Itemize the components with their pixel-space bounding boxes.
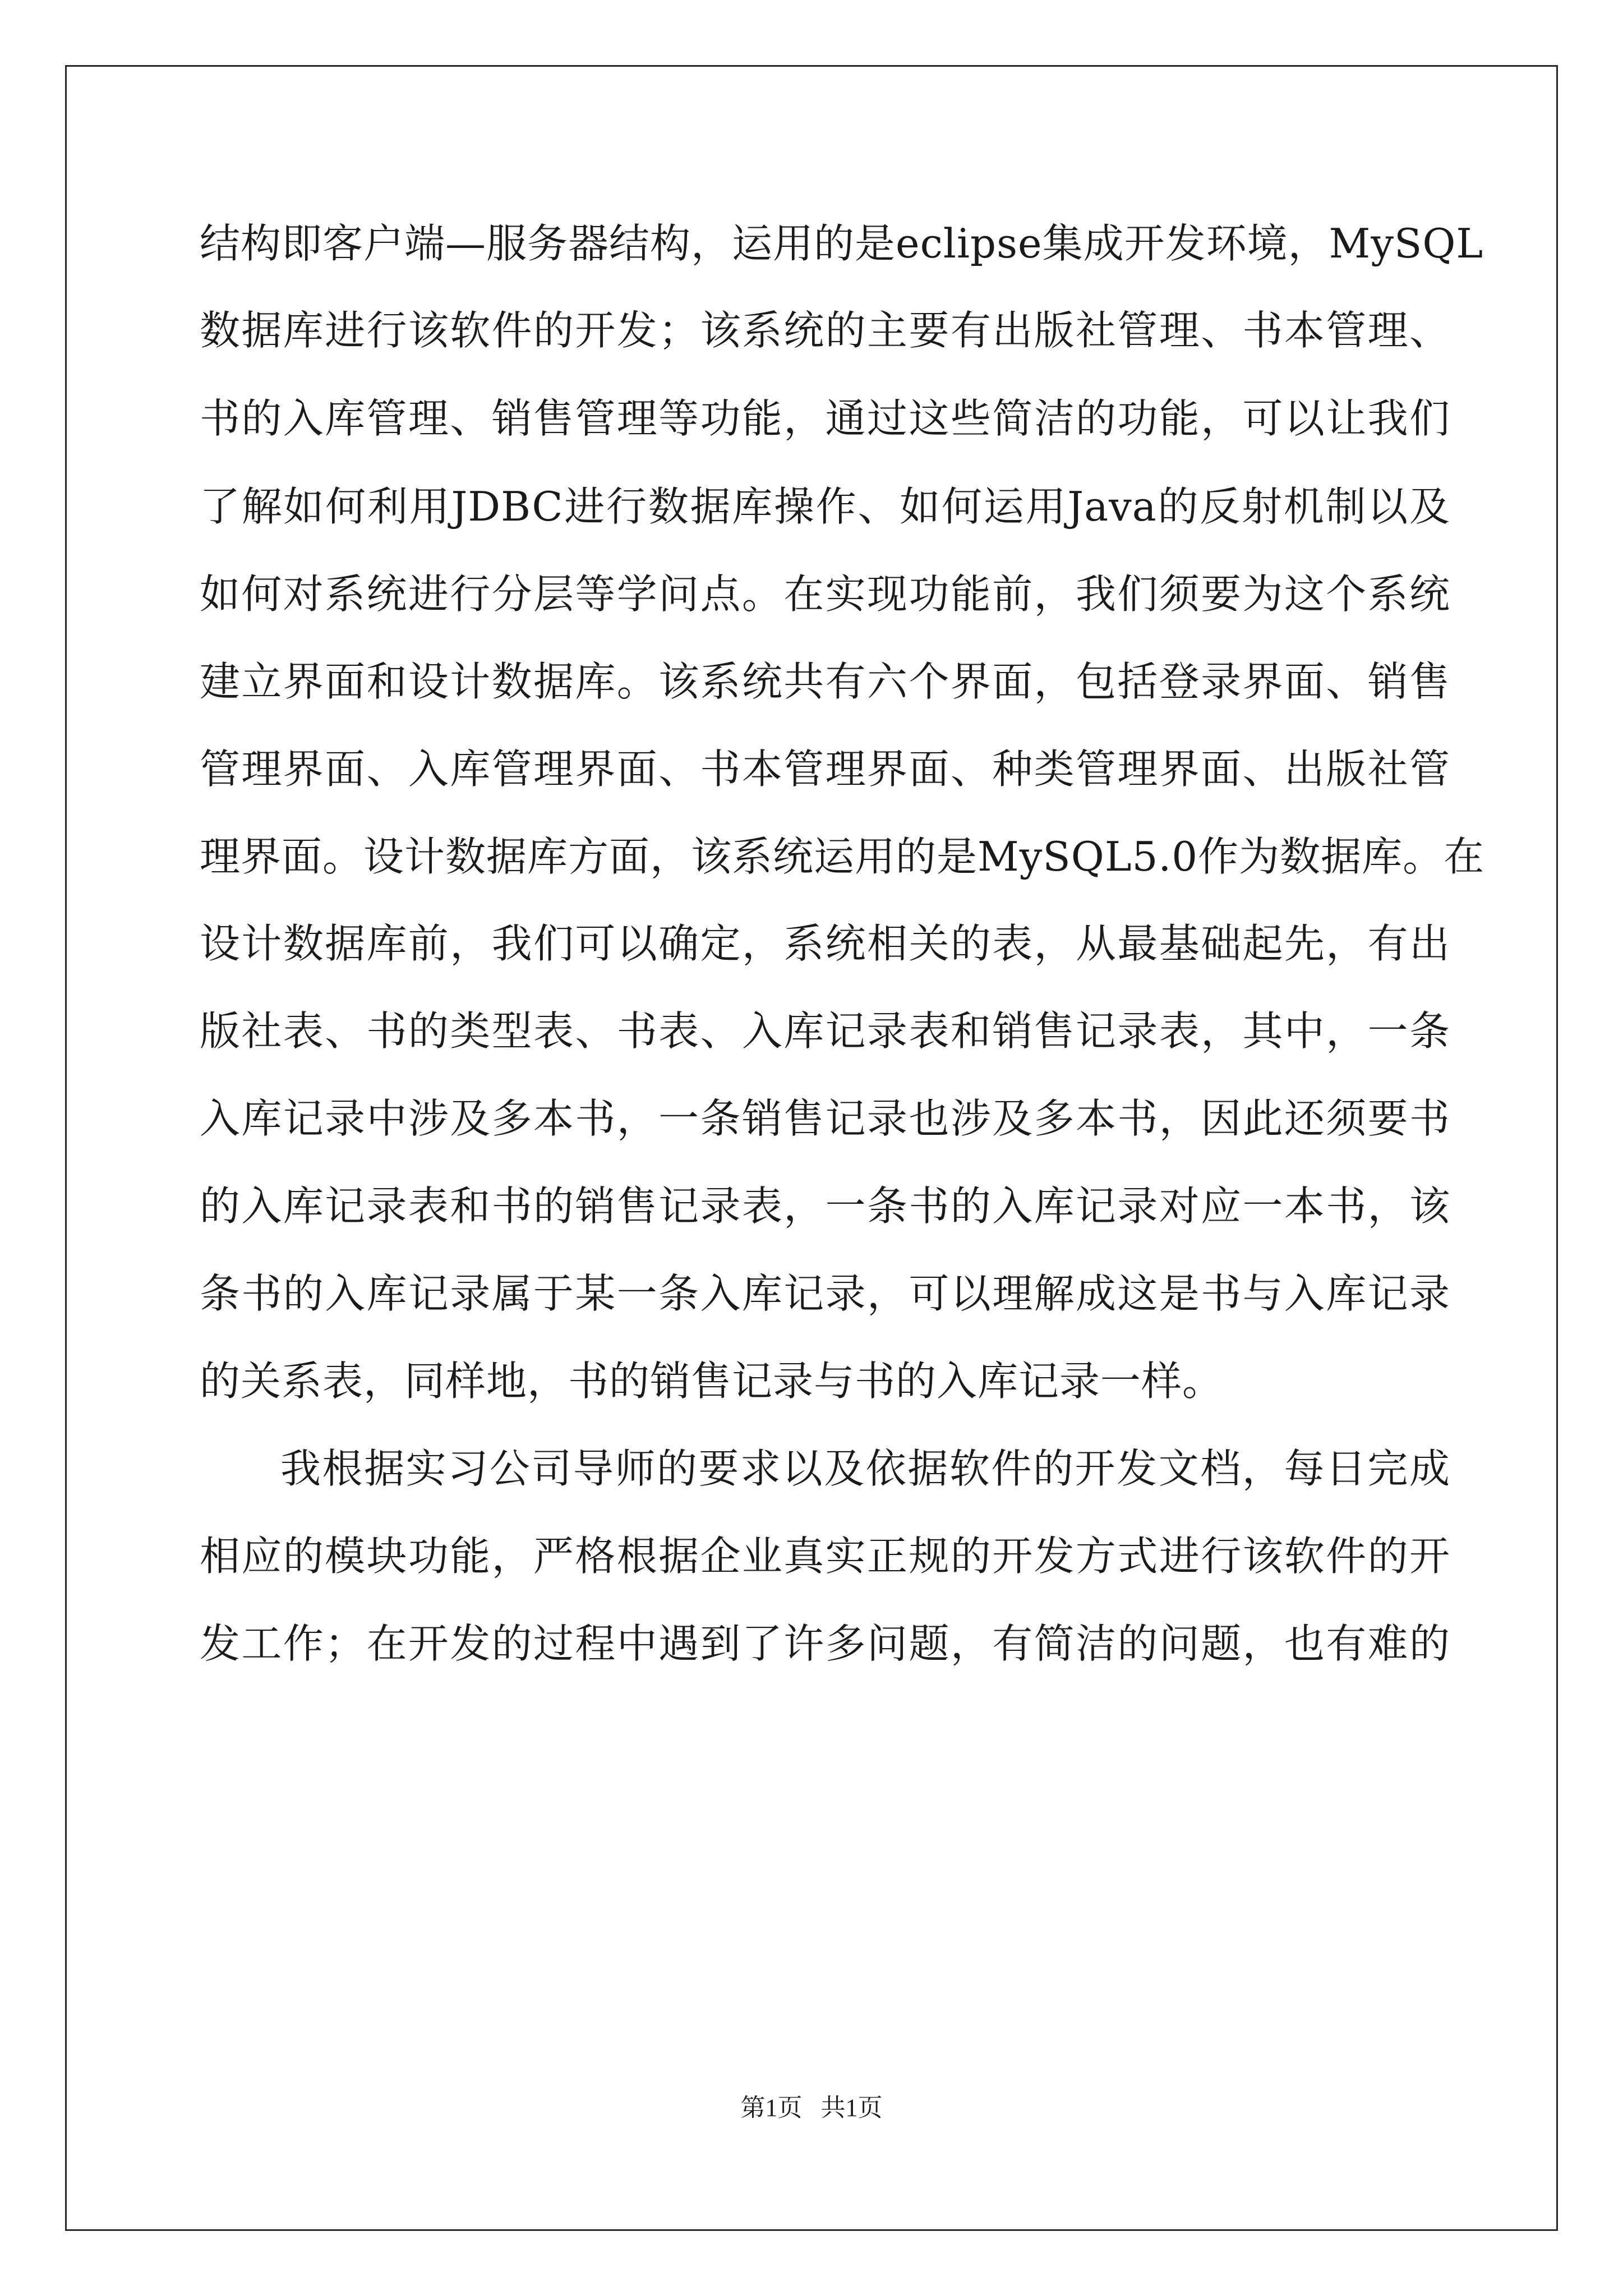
text-line: 建立界面和设计数据库。该系统共有六个界面，包括登录界面、销售 [200,658,1450,705]
text-line: 了解如何利用JDBC进行数据库操作、如何运用Java的反射机制以及 [200,483,1450,530]
text-line: 版社表、书的类型表、书表、入库记录表和销售记录表，其中，一条 [200,1007,1450,1055]
page-footer: 第1页 共1页 [740,2094,883,2122]
text-line: 条书的入库记录属于某一条入库记录，可以理解成这是书与入库记录 [200,1270,1450,1317]
text-line: 发工作；在开发的过程中遇到了许多问题，有简洁的问题，也有难的 [200,1620,1450,1667]
text-line: 如何对系统进行分层等学问点。在实现功能前，我们须要为这个系统 [200,570,1450,618]
text-line: 入库记录中涉及多本书，一条销售记录也涉及多本书，因此还须要书 [200,1095,1450,1142]
text-line: 相应的模块功能，严格根据企业真实正规的开发方式进行该软件的开 [200,1533,1450,1580]
text-line: 设计数据库前，我们可以确定，系统相关的表，从最基础起先，有出 [200,920,1450,967]
text-line: 书的入库管理、销售管理等功能，通过这些简洁的功能，可以让我们 [200,395,1450,442]
text-line: 的入库记录表和书的销售记录表，一条书的入库记录对应一本书，该 [200,1182,1450,1230]
text-line: 数据库进行该软件的开发；该系统的主要有出版社管理、书本管理、 [200,307,1450,354]
text-line: 的关系表，同样地，书的销售记录与书的入库记录一样。 [200,1358,1224,1405]
text-line: 结构即客户端—服务器结构，运用的是eclipse集成开发环境，MySQL [200,220,1484,267]
text-line: 理界面。设计数据库方面，该系统运用的是MySQL5.0作为数据库。在 [200,833,1485,880]
text-line: 管理界面、入库管理界面、书本管理界面、种类管理界面、出版社管 [200,746,1450,793]
paragraph-first-line: 我根据实习公司导师的要求以及依据软件的开发文档，每日完成 [280,1445,1450,1492]
